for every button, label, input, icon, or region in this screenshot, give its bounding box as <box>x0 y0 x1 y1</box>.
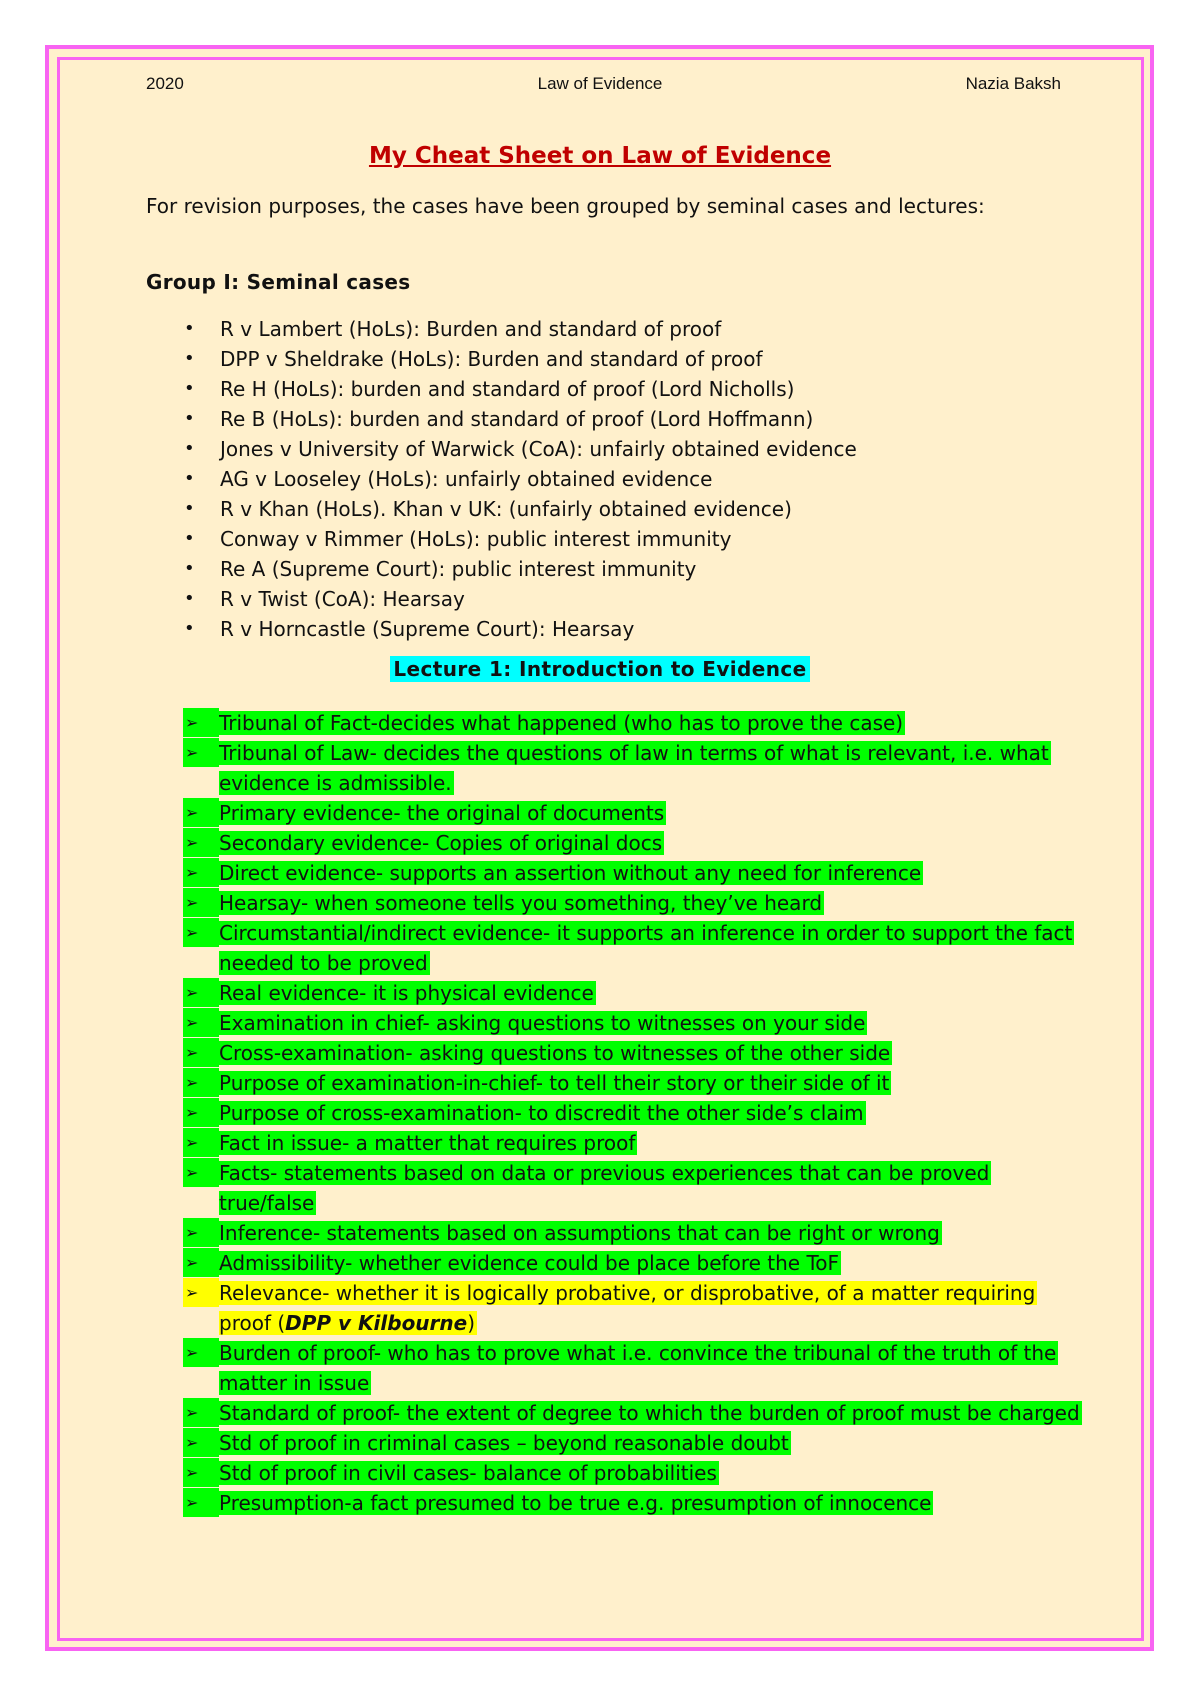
bullet-icon: • <box>184 348 195 369</box>
arrow-bullet-icon: ➢ <box>183 1068 219 1097</box>
list-item: ➢ Hearsay- when someone tells you something, they’ve heard <box>183 888 1083 918</box>
arrow-bullet-icon: ➢ <box>183 1218 219 1247</box>
list-item: ➢ Inference- statements based on assumptions that can be right or wrong <box>183 1218 1083 1248</box>
list-item: ➢ Primary evidence- the original of documents <box>183 798 1083 828</box>
list-item: • AG v Looseley (HoLs): unfairly obtained evidence <box>146 464 857 494</box>
list-item: ➢ Cross-examination- asking questions to witnesses of the other side <box>183 1038 1083 1068</box>
arrow-bullet-icon: ➢ <box>183 798 219 827</box>
arrow-bullet-icon: ➢ <box>183 1428 219 1457</box>
bullet-icon: • <box>184 618 195 639</box>
list-item: ➢ Std of proof in civil cases- balance of probabilities <box>183 1458 1083 1488</box>
list-item: ➢ Purpose of examination-in-chief- to tell their story or their side of it <box>183 1068 1083 1098</box>
list-item: • Jones v University of Warwick (CoA): unfairly obtained evidence <box>146 434 857 464</box>
seminal-cases-list <box>146 314 857 644</box>
arrow-bullet-icon: ➢ <box>183 1278 219 1307</box>
arrow-bullet-icon: ➢ <box>183 858 219 887</box>
list-item: ➢ Fact in issue- a matter that requires proof <box>183 1128 1083 1158</box>
list-item: ➢ Presumption-a fact presumed to be true e.g. presumption of innocence <box>183 1488 1083 1518</box>
list-item: ➢ Secondary evidence- Copies of original docs <box>183 828 1083 858</box>
bullet-icon: • <box>184 558 195 579</box>
header-author: Nazia Baksh <box>965 74 1061 93</box>
arrow-bullet-icon: ➢ <box>183 1158 219 1187</box>
case-citation: DPP v Kilbourne <box>285 1311 468 1335</box>
arrow-bullet-icon: ➢ <box>183 888 219 917</box>
list-item: ➢ Direct evidence- supports an assertion without any need for inference <box>183 858 1083 888</box>
list-item: • Conway v Rimmer (HoLs): public interest immunity <box>146 524 857 554</box>
bullet-icon: • <box>184 528 195 549</box>
header-year: 2020 <box>146 74 184 93</box>
list-item: ➢ Tribunal of Law- decides the questions of law in terms of what is relevant, i.e. what evidence is admissible. <box>183 738 1083 798</box>
arrow-bullet-icon: ➢ <box>183 1398 219 1427</box>
list-item: • R v Lambert (HoLs): Burden and standard of proof <box>146 314 857 344</box>
list-item: • DPP v Sheldrake (HoLs): Burden and standard of proof <box>146 344 857 374</box>
bullet-icon: • <box>184 498 195 519</box>
list-item: ➢ Circumstantial/indirect evidence- it supports an inference in order to support the fact needed to be proved <box>183 918 1083 978</box>
list-item: • Re H (HoLs): burden and standard of proof (Lord Nicholls) <box>146 374 857 404</box>
arrow-bullet-icon: ➢ <box>183 978 219 1007</box>
arrow-bullet-icon: ➢ <box>183 1038 219 1067</box>
list-item: • R v Twist (CoA): Hearsay <box>146 584 857 614</box>
arrow-bullet-icon: ➢ <box>183 738 219 767</box>
bullet-icon: • <box>184 378 195 399</box>
list-item: • R v Khan (HoLs). Khan v UK: (unfairly obtained evidence) <box>146 494 857 524</box>
bullet-icon: • <box>184 588 195 609</box>
arrow-bullet-icon: ➢ <box>183 828 219 857</box>
list-item: • Re A (Supreme Court): public interest immunity <box>146 554 857 584</box>
list-item: ➢ Real evidence- it is physical evidence <box>183 978 1083 1008</box>
bullet-icon: • <box>184 318 195 339</box>
list-item: ➢ Examination in chief- asking questions to witnesses on your side <box>183 1008 1083 1038</box>
lecture-points-list <box>183 708 1083 1518</box>
header-subject: Law of Evidence <box>537 74 663 93</box>
list-item: ➢ Burden of proof- who has to prove what i.e. convince the tribunal of the truth of the matter in issue <box>183 1338 1083 1398</box>
bullet-icon: • <box>184 438 195 459</box>
group-heading: Group I: Seminal cases <box>146 270 411 294</box>
arrow-bullet-icon: ➢ <box>183 1488 219 1517</box>
lecture-heading: Lecture 1: Introduction to Evidence <box>390 656 809 682</box>
list-item: ➢ Std of proof in criminal cases – beyond reasonable doubt <box>183 1428 1083 1458</box>
page-title: My Cheat Sheet on Law of Evidence <box>368 143 832 169</box>
arrow-bullet-icon: ➢ <box>183 1098 219 1127</box>
list-item: ➢ Admissibility- whether evidence could be place before the ToF <box>183 1248 1083 1278</box>
arrow-bullet-icon: ➢ <box>183 1248 219 1277</box>
list-item: ➢ Facts- statements based on data or previous experiences that can be proved true/false <box>183 1158 1083 1218</box>
lecture-heading-row <box>0 657 1200 681</box>
list-item: • R v Horncastle (Supreme Court): Hearsay <box>146 614 857 644</box>
bullet-icon: • <box>184 468 195 489</box>
intro-paragraph: For revision purposes, the cases have been grouped by seminal cases and lectures: <box>146 194 985 218</box>
list-item: ➢ Tribunal of Fact-decides what happened (who has to prove the case) <box>183 708 1083 738</box>
list-item-relevance: ➢ Relevance- whether it is logically probative, or disprobative, of a matter requiring proof (DPP v Kilbourne) <box>183 1278 1083 1338</box>
arrow-bullet-icon: ➢ <box>183 1338 219 1367</box>
arrow-bullet-icon: ➢ <box>183 1128 219 1157</box>
list-item: ➢ Standard of proof- the extent of degree to which the burden of proof must be charged <box>183 1398 1083 1428</box>
arrow-bullet-icon: ➢ <box>183 1458 219 1487</box>
bullet-icon: • <box>184 408 195 429</box>
arrow-bullet-icon: ➢ <box>183 918 219 947</box>
list-item: ➢ Purpose of cross-examination- to discredit the other side’s claim <box>183 1098 1083 1128</box>
arrow-bullet-icon: ➢ <box>183 708 219 737</box>
arrow-bullet-icon: ➢ <box>183 1008 219 1037</box>
list-item: • Re B (HoLs): burden and standard of proof (Lord Hoffmann) <box>146 404 857 434</box>
